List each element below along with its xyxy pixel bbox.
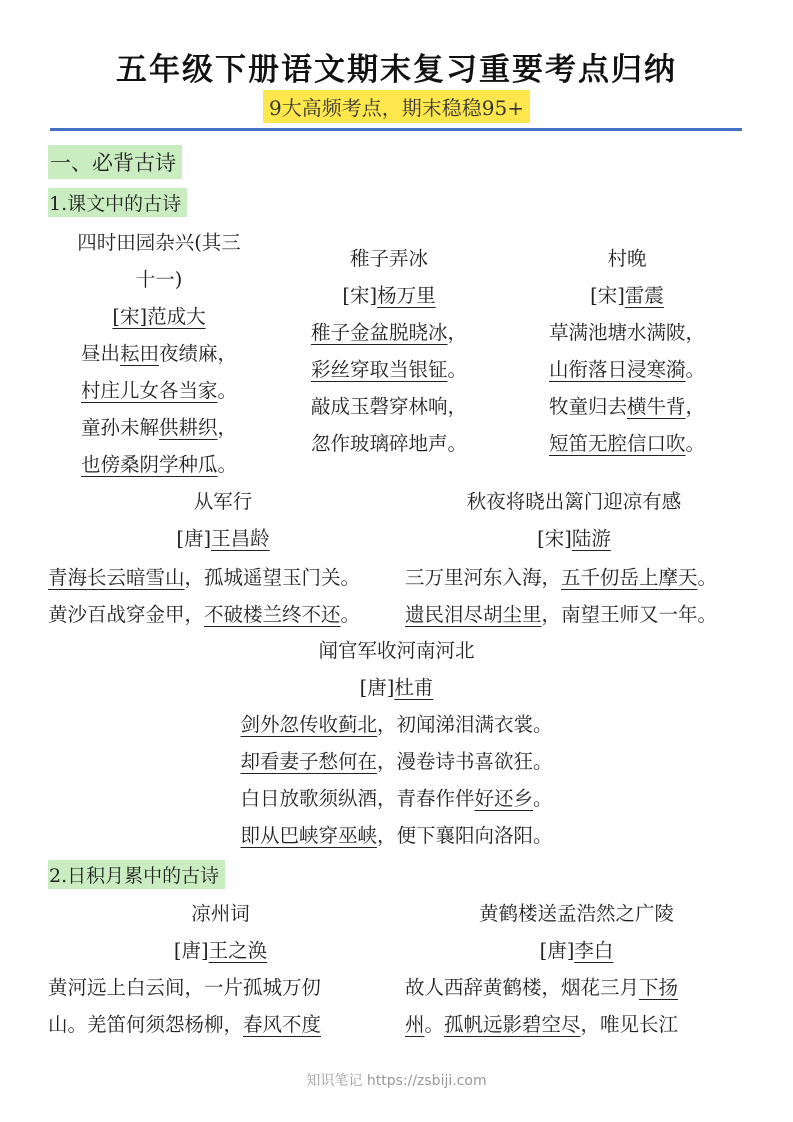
poem-liangzhouci xyxy=(48,895,393,1043)
poem-line: 村庄儿女各当家。 xyxy=(80,379,238,402)
page-footer-watermark: 知识笔记 https://zsbiji.com xyxy=(306,1073,487,1089)
poem-title: 凉州词 xyxy=(191,902,250,925)
poem-line: 剑外忽传收蓟北，初闻涕泪满衣裳。 xyxy=(240,713,553,736)
poem-line: 草满池塘水满陂， xyxy=(548,321,705,344)
poem-line: 也傍桑阴学种瓜。 xyxy=(80,453,238,476)
poem-cunwan xyxy=(516,240,738,462)
poem-qiuye-header xyxy=(400,483,748,557)
title-divider xyxy=(50,128,742,131)
poem-line: 山。羌笛何须怨杨柳，春风不度 xyxy=(48,1013,322,1036)
poem-title-cont: 十一) xyxy=(135,268,183,291)
poem-author: [唐]王之涣 xyxy=(173,939,268,962)
poem-line: 昼出耘田夜绩麻， xyxy=(80,342,238,365)
poem-sishi-tianyuan xyxy=(48,224,270,483)
poem-author: [唐]王昌龄 xyxy=(176,527,270,550)
poem-line: 黄沙百战穿金甲，不破楼兰终不还。 xyxy=(48,603,361,626)
poem-title: 四时田园杂兴(其三 xyxy=(77,231,241,254)
poem-title: 黄鹤楼送孟浩然之广陵 xyxy=(478,902,674,925)
poem-line: 却看妻子愁何在，漫卷诗书喜欲狂。 xyxy=(240,750,553,773)
poem-congjunxing-header xyxy=(48,483,398,557)
poem-line: 州。孤帆远影碧空尽，唯见长江 xyxy=(405,1013,679,1036)
poem-line: 即从巴峡穿巫峡，便下襄阳向洛阳。 xyxy=(240,824,553,847)
poem-author: [唐]杜甫 xyxy=(359,676,434,699)
poem-line: 黄河远上白云间，一片孤城万仞 xyxy=(48,976,322,999)
poem-title: 闻官军收河南河北 xyxy=(318,639,475,662)
poem-zhizi-nongbing xyxy=(278,240,500,462)
poem-title: 秋夜将晓出篱门迎凉有感 xyxy=(466,490,682,513)
subsection-heading-textbook-poems: 1.课文中的古诗 xyxy=(48,188,187,217)
poem-author: [唐]李白 xyxy=(539,939,614,962)
section-heading-poems: 一、必背古诗 xyxy=(48,145,182,179)
poem-wen-guanjun xyxy=(0,632,793,854)
page-subtitle: 9大高频考点，期末稳稳95+ xyxy=(263,90,530,123)
poem-line: 短笛无腔信口吹。 xyxy=(548,432,706,455)
poem-huanghelou xyxy=(405,895,748,1043)
page-title: 五年级下册语文期末复习重要考点归纳 xyxy=(116,52,677,88)
poem-line: 山衔落日浸寒漪。 xyxy=(548,358,706,381)
poem-line: 青海长云暗雪山，孤城遥望玉门关。 xyxy=(48,566,361,589)
poem-line: 白日放歌须纵酒，青春作伴好还乡。 xyxy=(240,787,553,810)
poem-line: 遗民泪尽胡尘里，南望王师又一年。 xyxy=(405,603,718,626)
poem-line: 牧童归去横牛背， xyxy=(548,395,706,418)
poem-title: 从军行 xyxy=(193,490,253,513)
poem-line: 忽作玻璃碎地声。 xyxy=(310,432,467,455)
poem-title: 稚子弄冰 xyxy=(349,247,428,270)
poem-line: 故人西辞黄鹤楼，烟花三月下扬 xyxy=(405,976,679,999)
poem-author: [宋]雷震 xyxy=(590,284,664,307)
poem-author: [宋]杨万里 xyxy=(342,284,436,307)
poem-author: [宋]范成大 xyxy=(112,305,206,328)
poem-line: 稚子金盆脱晓冰， xyxy=(310,321,468,344)
poem-author: [宋]陆游 xyxy=(537,527,611,550)
poem-line: 三万里河东入海，五千仞岳上摩天。 xyxy=(405,566,718,589)
poem-line: 敲成玉磬穿林响， xyxy=(310,395,467,418)
subsection-heading-accumulation-poems: 2.日积月累中的古诗 xyxy=(48,860,225,889)
poem-title: 村晚 xyxy=(607,247,647,270)
poem-line: 童孙未解供耕织， xyxy=(80,416,238,439)
poem-line: 彩丝穿取当银钲。 xyxy=(310,358,468,381)
